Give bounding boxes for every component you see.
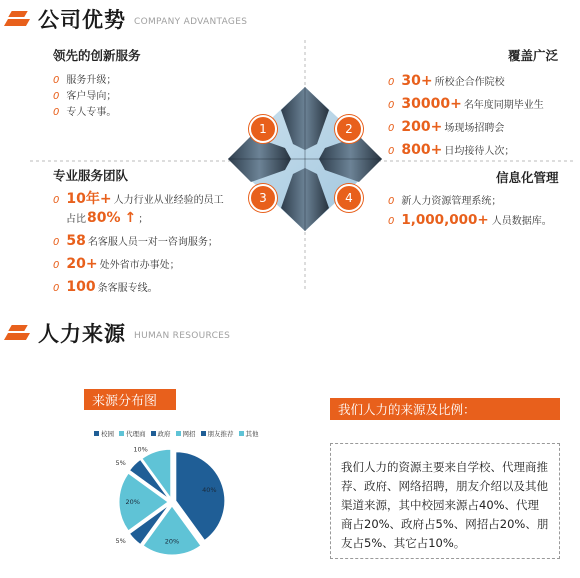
- section-header-human-resources: [0, 318, 230, 348]
- chart-legend: [94, 429, 264, 438]
- source-ratio-title-bar: 我们人力的来源及比例：: [330, 398, 560, 420]
- pie-value-label: 5%: [115, 537, 126, 546]
- list-item: 0 1,000,000+ 人员数据库。: [388, 212, 552, 228]
- section-subtitle: HUMAN RESOURCES: [134, 331, 231, 341]
- quadrant-number-2: 2: [335, 115, 363, 143]
- quadrant-3-list: [53, 188, 224, 302]
- skyscraper-diamond-image: [225, 84, 385, 234]
- section-title: 人力来源: [38, 322, 126, 346]
- list-item: 0 58 名客服人员一对一咨询服务；: [53, 233, 218, 249]
- pie-value-label: 40%: [202, 485, 217, 494]
- list-item: 0 30000+ 名年度同期毕业生: [388, 96, 544, 112]
- legend-item: 网招: [176, 429, 196, 438]
- legend-item: 朋友推荐: [201, 429, 234, 438]
- pie-value-label: 20%: [164, 537, 180, 546]
- list-item: 0 新人力资源管理系统；: [388, 196, 502, 207]
- list-item: 0 20+ 处外省市办事处；: [53, 256, 180, 272]
- section-logo-icon: [4, 324, 32, 342]
- list-item: 0 200+ 场现场招聘会: [388, 119, 505, 135]
- pie-value-label: 20%: [125, 498, 140, 506]
- source-description: 我们人力的资源主要来自学校、代理商推荐、政府、网络招聘，朋友介绍以及其他渠道来源，其中校园来源占40%、代理商占20%、政府占5%、网招占20%、朋友占5%、其它占10%。: [330, 443, 560, 559]
- source-pie-chart: [100, 445, 235, 565]
- list-item: 0 客户导向；: [53, 91, 117, 102]
- legend-item: 代理商: [119, 429, 146, 438]
- quadrant-1-title: 领先的创新服务: [53, 48, 141, 63]
- legend-item: 其他: [239, 429, 259, 438]
- quadrant-4-title: 信息化管理: [496, 170, 559, 185]
- list-item: 0 10年+ 人力行业从业经验的员工: [53, 191, 224, 207]
- quadrant-3-title: 专业服务团队: [53, 168, 129, 183]
- list-item: 0 100 条客服专线。: [53, 279, 158, 295]
- quadrant-number-4: 4: [335, 184, 363, 212]
- legend-item: 校园: [94, 429, 114, 438]
- quadrant-2-title: 覆盖广泛: [508, 48, 559, 63]
- section-title: 公司优势: [38, 8, 126, 32]
- list-item: 0 专人专事。: [53, 107, 117, 118]
- quadrant-4-list: [388, 192, 552, 232]
- chart-title-bar: 来源分布图: [84, 389, 176, 410]
- quadrant-2-list: [388, 73, 544, 165]
- pie-value-label: 10%: [133, 445, 148, 454]
- quadrant-number-3: 3: [249, 184, 277, 212]
- list-item: 0 800+ 日均接待人次；: [388, 142, 515, 158]
- list-item: 0 服务升级；: [53, 75, 117, 86]
- pie-value-label: 5%: [115, 458, 126, 467]
- legend-item: 政府: [151, 429, 171, 438]
- quadrant-1-list: [53, 71, 116, 119]
- list-item: 0 30+ 所校企合作院校: [388, 73, 505, 89]
- list-item: 占比 80% ↑ ；: [66, 210, 149, 226]
- quadrant-number-1: 1: [249, 115, 277, 143]
- section-subtitle: COMPANY ADVANTAGES: [134, 17, 248, 27]
